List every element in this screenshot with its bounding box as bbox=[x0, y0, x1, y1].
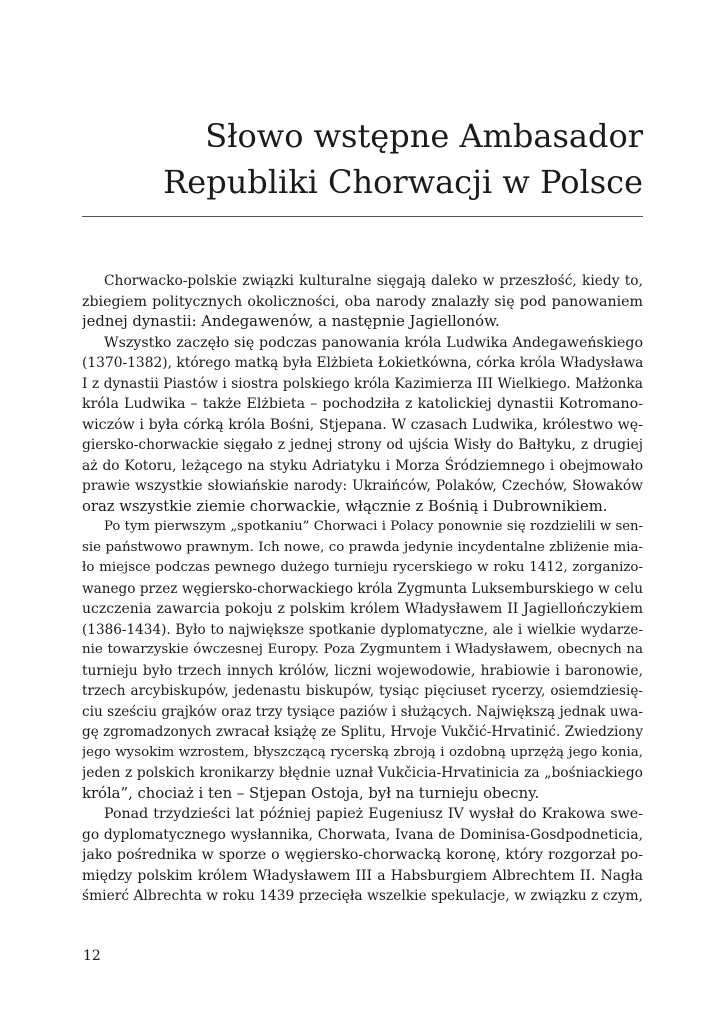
body-line: Ponad trzydzieści lat później papież Eugeniusz IV wysłał do Krakowa swe- bbox=[104, 806, 643, 822]
body-line: Chorwacko-polskie związki kulturalne sięgają daleko w przeszłość, kiedy to, bbox=[104, 273, 643, 289]
body-line: ło miejsce podczas pewnego dużego turnieju rycerskiego w roku 1412, zorganizo- bbox=[82, 560, 643, 575]
body-line: gę zgromadzonych zwracał książę ze Splitu, Hrvoje Vukčić-Hrvatinić. Zwiedziony bbox=[82, 724, 643, 740]
body-line: (1370-1382), którego matką była Elżbieta Łokietkówna, córka króla Władysława bbox=[82, 355, 643, 371]
body-line: wanego przez węgiersko-chorwackiego króla Zygmunta Luksemburskiego w celu bbox=[82, 580, 643, 597]
body-text bbox=[82, 271, 643, 907]
body-line: jednej dynastii: Andegawenów, a następnie Jagiellonów. bbox=[82, 313, 500, 330]
body-line: jako pośrednika w sporze o węgiersko-chorwacką koronę, który rozgorzał po- bbox=[82, 847, 643, 863]
chapter-title-line-1: Słowo wstępne Ambasador bbox=[205, 117, 643, 155]
body-line: króla Ludwika – także Elżbieta – pochodziła z katolickiej dynastii Kotromano- bbox=[82, 396, 643, 412]
body-line: uczczenia zawarcia pokoju z polskim królem Władysławem II Jagiellończykiem bbox=[82, 601, 643, 617]
body-line: turnieju było trzech innych królów, liczni wojewodowie, hrabiowie i baronowie, bbox=[82, 662, 643, 679]
body-line: nie towarzyskie ówczesnej Europy. Poza Zygmuntem i Władysławem, obecnych na bbox=[82, 642, 643, 657]
body-line: między polskim królem Władysławem III a Habsburgiem Albrechtem II. Nagła bbox=[82, 867, 643, 884]
body-line: jego wysokim wzrostem, błyszczącą rycerską zbroją i ozdobną uprzężą jego konia, bbox=[82, 744, 643, 760]
body-line: trzech arcybiskupów, jedenastu biskupów, tysiąc pięciuset rycerzy, osiemdziesię- bbox=[82, 683, 643, 699]
body-line: prawie wszystkie słowiańskie narody: Ukraińców, Polaków, Czechów, Słowaków bbox=[82, 478, 643, 494]
body-line: wiczów i była córką króla Bośni, Stjepana. W czasach Ludwika, królestwo wę- bbox=[82, 416, 643, 433]
body-line: sie państwowo prawnym. Ich nowe, co prawda jedynie incydentalne zbliżenie mia- bbox=[82, 539, 643, 555]
body-line: Po tym pierwszym „spotkaniu” Chorwaci i Polacy ponownie się rozdzielili w sen- bbox=[104, 519, 643, 534]
body-line: Wszystko zaczęło się podczas panowania króla Ludwika Andegaweńskiego bbox=[104, 334, 643, 351]
body-line: giersko-chorwackie sięgało z jednej strony od ujścia Wisły do Bałtyku, z drugiej bbox=[82, 437, 643, 453]
chapter-title-line-2: Republiki Chorwacji w Polsce bbox=[163, 163, 643, 201]
body-line: króla”, chociaż i ten – Stjepan Ostoja, był na turnieju obecny. bbox=[82, 784, 540, 802]
body-line: śmierć Albrechta w roku 1439 przecięła wszelkie spekulacje, w związku z czym, bbox=[82, 888, 643, 904]
body-line: go dyplomatycznego wysłannika, Chorwata, Ivana de Dominisa-Gosdpodneticia, bbox=[82, 826, 643, 843]
body-line: zbiegiem politycznych okoliczności, oba narody znalazły się pod panowaniem bbox=[82, 293, 643, 310]
title-divider bbox=[82, 216, 643, 217]
body-line: (1386-1434). Było to największe spotkanie dyplomatyczne, ale i wielkie wydarze- bbox=[82, 621, 643, 638]
body-line: ciu sześciu grajków oraz trzy tysiące paziów i służących. Największą jednak uwa- bbox=[82, 703, 643, 720]
body-line: oraz wszystkie ziemie chorwackie, włącznie z Bośnią i Dubrownikiem. bbox=[82, 497, 608, 515]
body-line: aż do Kotoru, leżącego na styku Adriatyku i Morza Śródziemnego i obejmowało bbox=[82, 457, 643, 474]
body-line: jeden z polskich kronikarzy błędnie uznał Vukčicia-Hrvatinicia za „bośniackiego bbox=[82, 765, 643, 781]
chapter-title bbox=[60, 113, 643, 205]
page-number: 12 bbox=[83, 948, 101, 964]
body-line: I z dynastii Piastów i siostra polskiego króla Kazimierza III Wielkiego. Małżonka bbox=[82, 375, 643, 392]
